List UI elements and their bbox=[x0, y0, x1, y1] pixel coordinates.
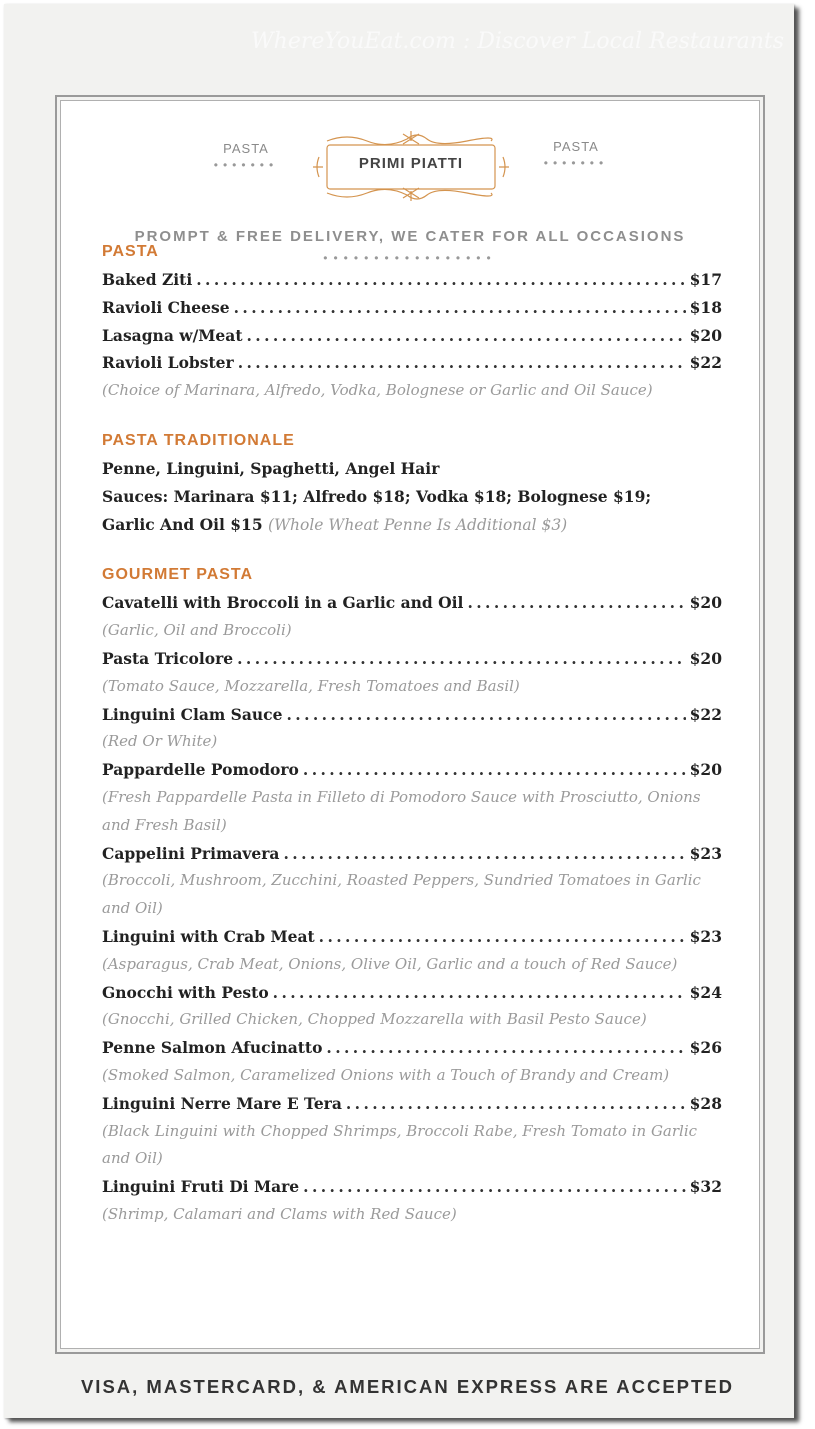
menu-item bbox=[102, 840, 722, 868]
dot-leader bbox=[303, 756, 686, 784]
item-name: Linguini Fruti Di Mare bbox=[102, 1177, 300, 1197]
item-name: Baked Ziti bbox=[102, 270, 193, 289]
menu-item bbox=[102, 645, 722, 673]
item-name: Linguini Nerre Mare E Tera bbox=[102, 1093, 342, 1113]
tagline: PROMPT & FREE DELIVERY, WE CATER FOR ALL OCCASIONS bbox=[134, 228, 686, 245]
sauces-line: Sauces: Marinara $11; Alfredo $18; Vodka $18; Bolognese $19; bbox=[102, 486, 652, 506]
item-price: $22 bbox=[689, 353, 722, 373]
dot-leader bbox=[238, 349, 686, 377]
dot-leader bbox=[196, 266, 685, 294]
dot-leader bbox=[319, 923, 686, 951]
menu-item bbox=[102, 589, 722, 617]
menu-item bbox=[102, 322, 722, 350]
menu-header bbox=[61, 131, 759, 265]
item-description: (Fresh Pappardelle Pasta in Filleto di Pomodoro Sauce with Prosciutto, Onions and Fresh Basil) bbox=[102, 787, 701, 834]
traditionale-note: (Whole Wheat Penne Is Additional $3) bbox=[268, 515, 568, 534]
section-title-gourmet: GOURMET PASTA bbox=[102, 566, 254, 584]
item-name: Penne Salmon Afucinatto bbox=[102, 1038, 323, 1058]
item-price: $17 bbox=[689, 270, 722, 289]
item-price: $32 bbox=[689, 1177, 722, 1197]
menu-item bbox=[102, 1090, 722, 1118]
item-name: Pasta Tricolore bbox=[102, 648, 234, 668]
menu-item bbox=[102, 349, 722, 377]
item-description: (Broccoli, Mushroom, Zucchini, Roasted Peppers, Sundried Tomatoes in Garlic and Oil) bbox=[102, 871, 701, 918]
section-title-pasta: PASTA bbox=[102, 243, 159, 260]
menu-item bbox=[102, 266, 722, 294]
menu-frame bbox=[55, 95, 765, 1354]
divider-dots: ••••••••••••••••• bbox=[323, 251, 497, 265]
header-left-label: PASTA ••••••• bbox=[213, 141, 279, 172]
item-description: (Black Linguini with Chopped Shrimps, Broccoli Rabe, Fresh Tomato in Garlic and Oil) bbox=[102, 1121, 698, 1168]
item-price: $18 bbox=[689, 297, 722, 317]
menu-item bbox=[102, 1034, 722, 1062]
item-price: $28 bbox=[689, 1093, 722, 1113]
pasta-types: Penne, Linguini, Spaghetti, Angel Hair bbox=[102, 458, 440, 478]
item-price: $20 bbox=[689, 760, 722, 780]
item-name: Gnocchi with Pesto bbox=[102, 982, 269, 1002]
item-description: (Gnocchi, Grilled Chicken, Chopped Mozzarella with Basil Pesto Sauce) bbox=[102, 1010, 647, 1029]
menu-content bbox=[102, 238, 722, 1229]
menu-item bbox=[102, 1173, 722, 1201]
item-name: Linguini Clam Sauce bbox=[102, 704, 283, 724]
sauces-line-2: Garlic And Oil $15 (Whole Wheat Penne Is Additional $3) bbox=[102, 514, 568, 534]
item-price: $23 bbox=[689, 926, 722, 946]
menu-page bbox=[4, 4, 794, 1418]
item-price: $22 bbox=[689, 704, 722, 724]
dot-leader bbox=[303, 1173, 685, 1201]
item-description: (Shrimp, Calamari and Clams with Red Sauce) bbox=[102, 1204, 457, 1223]
item-price: $20 bbox=[689, 593, 722, 613]
watermark: WhereYouEat.com : Discover Local Restaurants bbox=[251, 29, 784, 54]
item-name: Pappardelle Pomodoro bbox=[102, 760, 299, 780]
dot-leader bbox=[346, 1090, 686, 1118]
item-name: Cappelini Primavera bbox=[102, 843, 280, 863]
menu-item bbox=[102, 756, 722, 784]
item-price: $26 bbox=[689, 1038, 722, 1058]
menu-item bbox=[102, 923, 722, 951]
dot-leader bbox=[286, 701, 685, 729]
item-price: $20 bbox=[689, 325, 722, 345]
menu-item bbox=[102, 294, 722, 322]
item-name: Cavatelli with Broccoli in a Garlic and Oil bbox=[102, 593, 464, 613]
dot-leader bbox=[326, 1034, 685, 1062]
item-description: (Tomato Sauce, Mozzarella, Fresh Tomatoes and Basil) bbox=[102, 676, 520, 695]
payment-notice: VISA, MASTERCARD, & AMERICAN EXPRESS ARE ACCEPTED bbox=[80, 1376, 735, 1397]
item-name: Linguini with Crab Meat bbox=[102, 926, 315, 946]
item-description: (Garlic, Oil and Broccoli) bbox=[102, 621, 292, 640]
menu-item bbox=[102, 979, 722, 1007]
dot-leader bbox=[237, 645, 686, 673]
header-right-label: PASTA ••••••• bbox=[543, 139, 609, 170]
dot-leader bbox=[246, 322, 685, 350]
item-description: (Smoked Salmon, Caramelized Onions with a Touch of Brandy and Cream) bbox=[102, 1065, 670, 1084]
dot-leader bbox=[234, 294, 686, 322]
dot-leader bbox=[273, 979, 686, 1007]
item-name: Ravioli Lobster bbox=[102, 353, 234, 373]
dot-leader bbox=[467, 589, 685, 617]
section-title-traditionale: PASTA TRADITIONALE bbox=[102, 431, 295, 449]
item-price: $20 bbox=[689, 648, 722, 668]
item-description: (Red Or White) bbox=[102, 732, 218, 751]
item-price: $24 bbox=[689, 982, 722, 1002]
page-title: PRIMI PIATTI bbox=[358, 155, 464, 172]
item-description: (Asparagus, Crab Meat, Onions, Olive Oil, Garlic and a touch of Red Sauce) bbox=[102, 954, 678, 973]
dot-leader bbox=[283, 840, 685, 868]
pasta-note: (Choice of Marinara, Alfredo, Vodka, Bolognese or Garlic and Oil Sauce) bbox=[102, 381, 653, 400]
item-price: $23 bbox=[689, 843, 722, 863]
menu-item bbox=[102, 701, 722, 729]
item-name: Ravioli Cheese bbox=[102, 297, 230, 317]
title-cartouche bbox=[313, 131, 509, 201]
item-name: Lasagna w/Meat bbox=[102, 325, 243, 345]
